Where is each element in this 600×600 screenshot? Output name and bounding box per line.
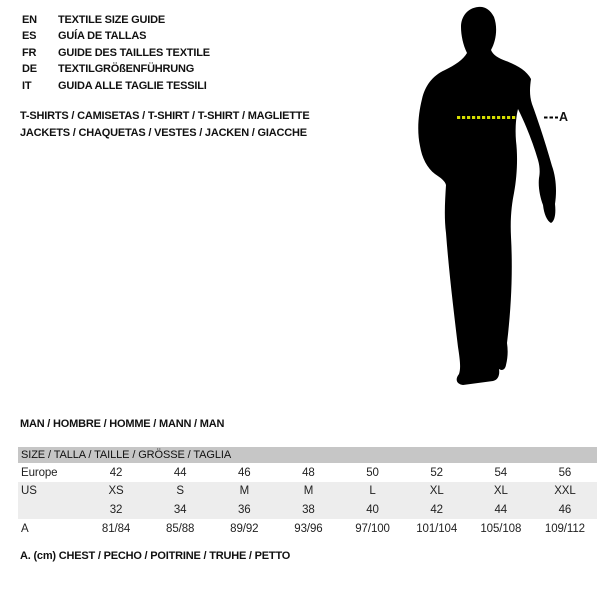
size-cell: XXL <box>554 485 576 497</box>
language-row <box>22 63 210 79</box>
row-label: US <box>21 485 37 497</box>
measurement-footnote: A. (cm) CHEST / PECHO / POITRINE / TRUHE / PETTO <box>20 550 291 562</box>
size-cell: 56 <box>558 466 572 479</box>
language-row <box>22 47 210 63</box>
size-cell: L <box>369 485 376 497</box>
row-label <box>18 500 84 519</box>
measure-label-a: A <box>559 110 569 124</box>
section-title-man: MAN / HOMBRE / HOMME / MANN / MAN <box>20 418 225 430</box>
size-cell: 42 <box>109 466 123 479</box>
size-cell: M <box>303 485 314 497</box>
language-label: TEXTILE SIZE GUIDE <box>58 14 166 26</box>
size-cell: 42 <box>430 503 443 516</box>
language-row <box>22 30 210 46</box>
size-cell: 81/84 <box>101 522 131 535</box>
size-cell: 34 <box>173 503 187 516</box>
row-label: A <box>21 522 29 535</box>
size-cell: 40 <box>366 503 379 516</box>
man-silhouette <box>418 7 556 385</box>
language-code: ES <box>22 30 37 43</box>
size-cell: 97/100 <box>355 522 390 535</box>
size-cell: 46 <box>238 466 251 479</box>
size-cell: XS <box>108 485 124 497</box>
language-code: DE <box>22 63 37 76</box>
size-cell: 50 <box>366 466 379 479</box>
language-code: IT <box>22 79 32 92</box>
size-cell: XL <box>493 485 508 497</box>
size-table <box>18 447 597 538</box>
table-row-europe <box>18 463 597 482</box>
size-cell: 48 <box>302 466 315 479</box>
size-cell: M <box>239 485 250 497</box>
size-cell: 89/92 <box>230 522 259 535</box>
size-cell: 93/96 <box>294 522 323 535</box>
size-table-header: SIZE / TALLA / TAILLE / GRÖSSE / TAGLIA <box>18 447 597 463</box>
language-label: GUIDA ALLE TAGLIE TESSILI <box>58 79 207 92</box>
size-cell: 85/88 <box>166 522 195 535</box>
language-list <box>22 14 210 96</box>
table-row-us <box>18 482 597 500</box>
language-label: TEXTILGRÖßENFÜHRUNG <box>58 63 195 76</box>
size-cell: XL <box>429 485 444 497</box>
size-cell: 38 <box>302 503 315 516</box>
size-cell: 46 <box>558 503 572 516</box>
language-label: GUIDE DES TAILLES TEXTILE <box>58 46 210 59</box>
size-cell: 109/112 <box>544 522 585 535</box>
table-row-us-numeric <box>18 500 597 519</box>
language-code: EN <box>22 14 37 26</box>
size-cell: 44 <box>173 466 187 479</box>
category-list <box>20 108 309 142</box>
language-row <box>22 14 210 30</box>
size-cell: 44 <box>494 503 508 516</box>
size-cell: 105/108 <box>480 522 522 535</box>
category-line-jackets: JACKETS / CHAQUETAS / VESTES / JACKEN / GIACCHE <box>20 127 307 139</box>
size-cell: 32 <box>109 503 123 516</box>
man-figure <box>400 5 570 390</box>
table-row-chest <box>18 519 597 538</box>
size-cell: 36 <box>238 503 251 516</box>
language-code: FR <box>22 46 37 59</box>
language-label: GUÍA DE TALLAS <box>58 30 147 43</box>
size-cell: S <box>176 485 184 497</box>
size-cell: 52 <box>430 466 443 479</box>
table-header-row <box>18 447 597 463</box>
category-line-tshirts: T-SHIRTS / CAMISETAS / T-SHIRT / T-SHIRT / MAGLIETTE <box>20 110 310 122</box>
size-cell: 101/104 <box>416 522 458 535</box>
language-row <box>22 80 210 96</box>
row-label: Europe <box>21 466 58 479</box>
size-cell: 54 <box>494 466 508 479</box>
